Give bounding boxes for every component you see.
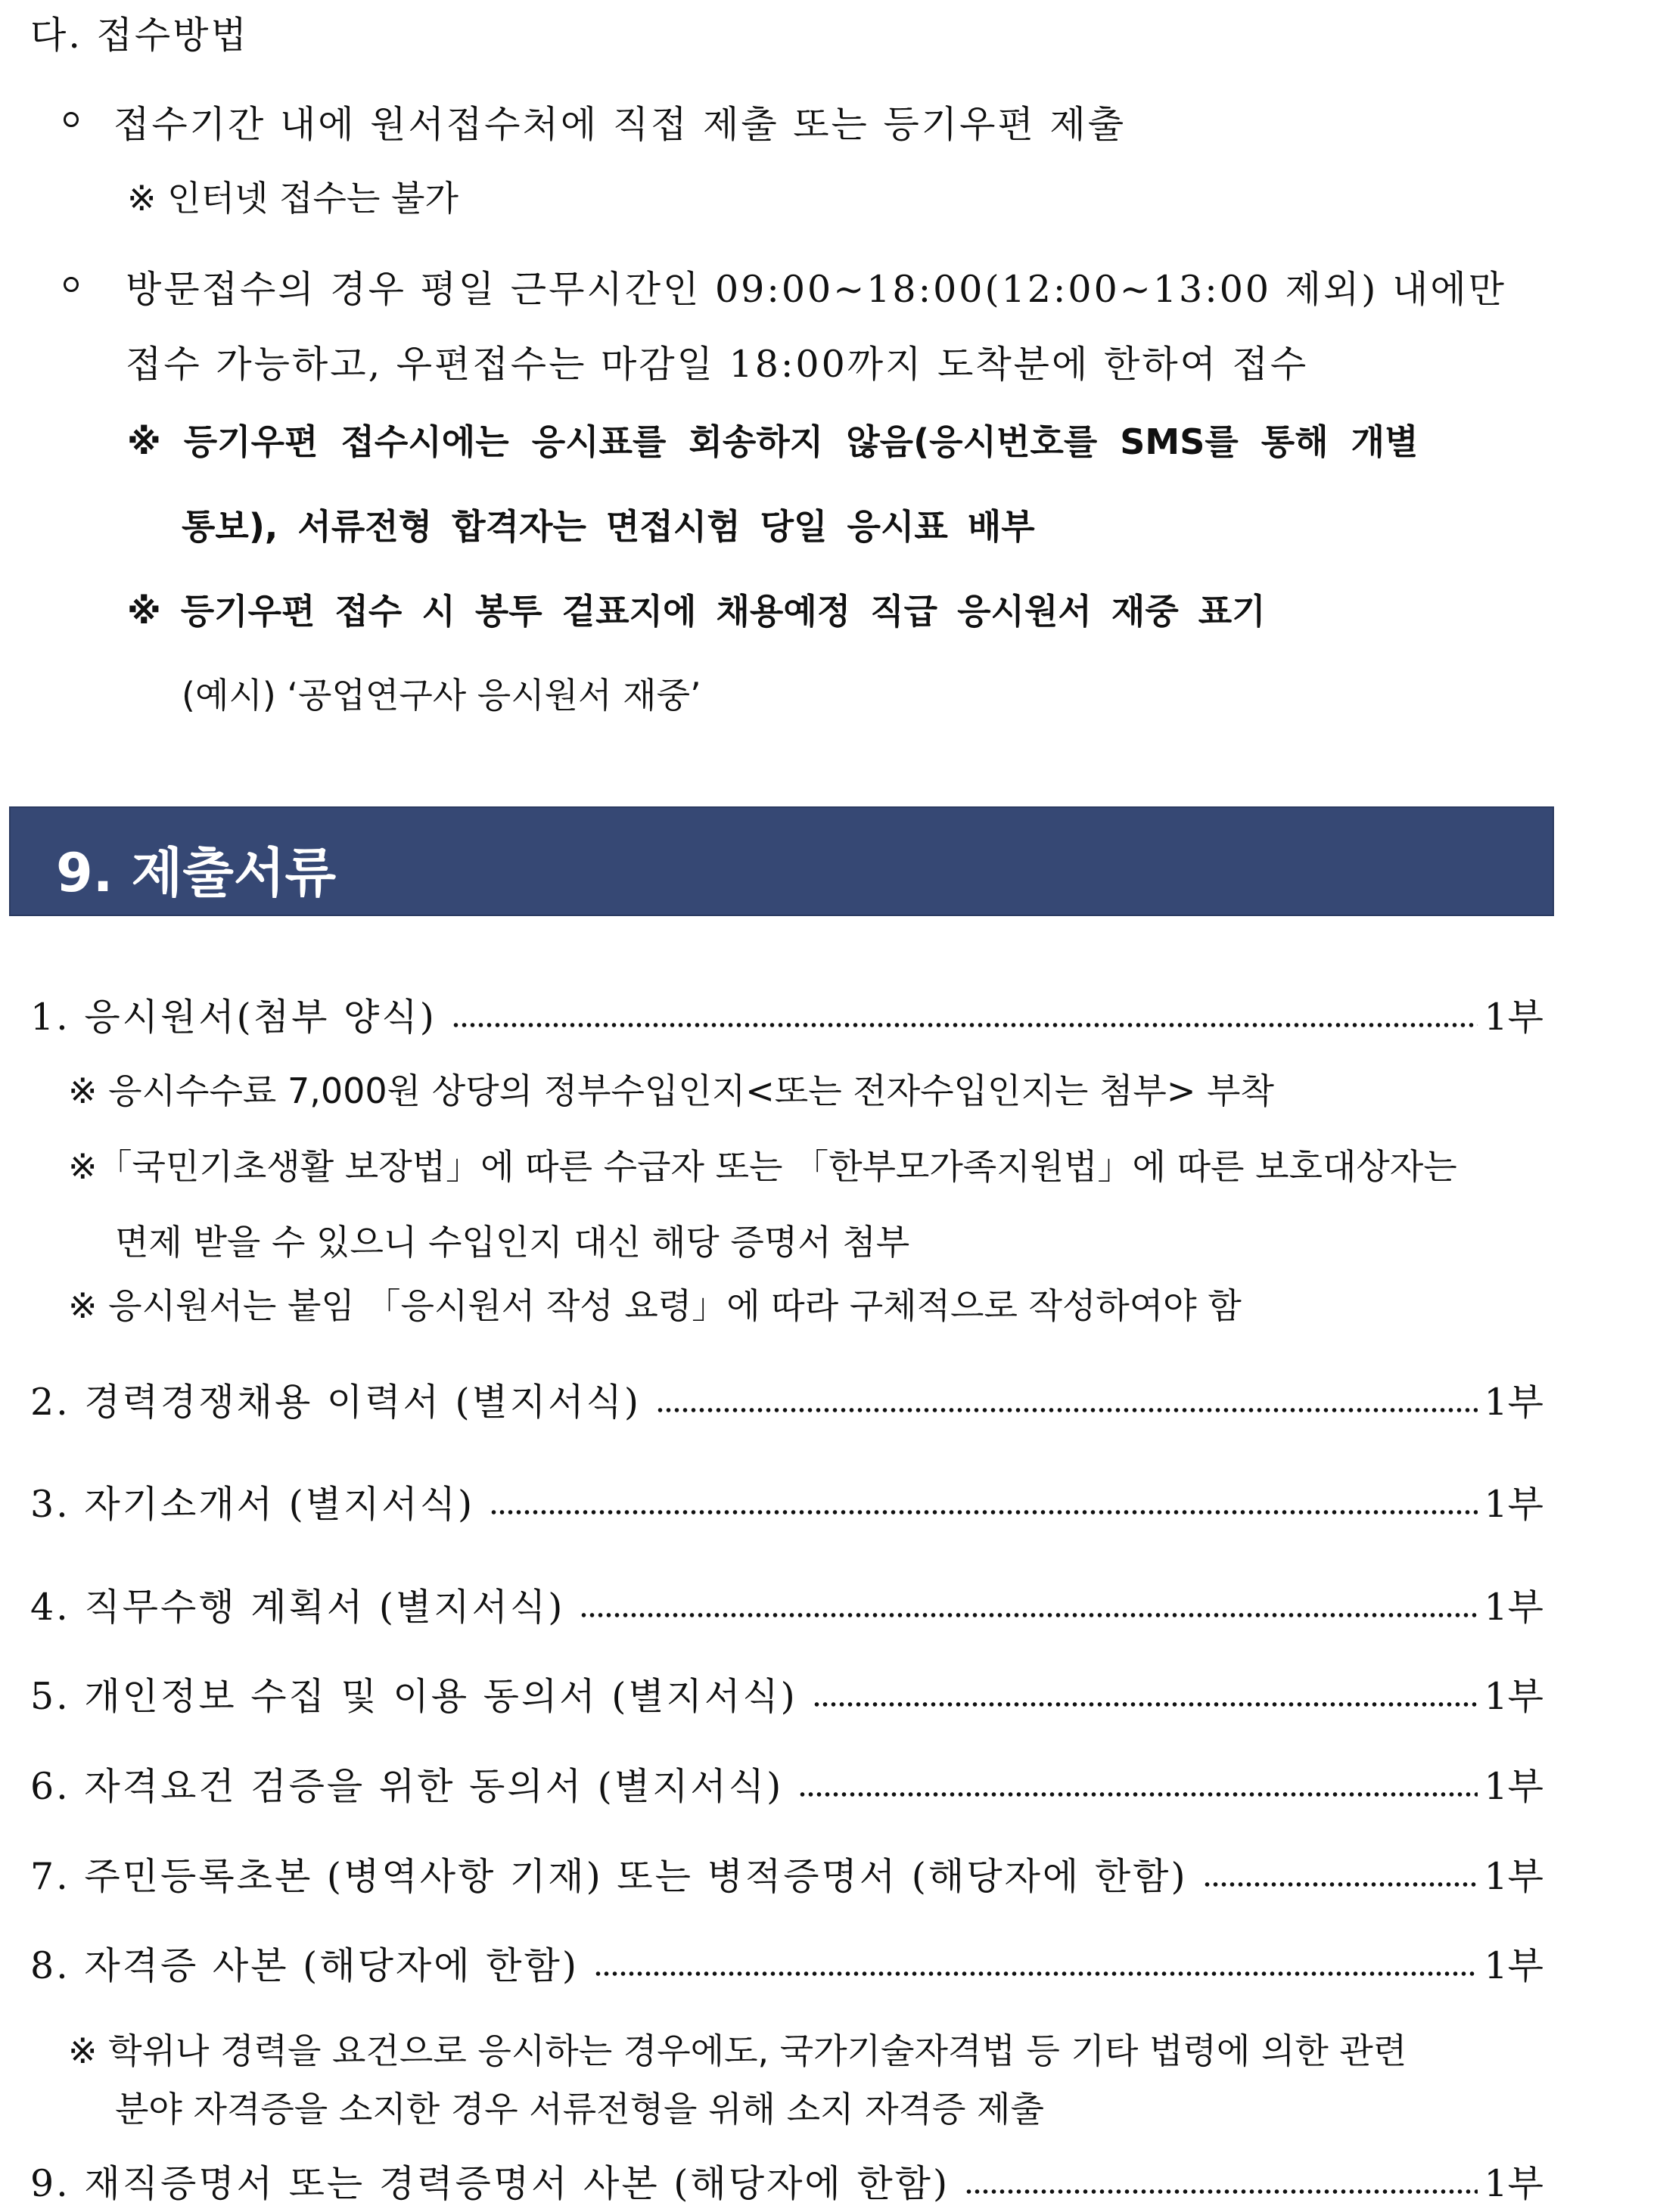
note-text-continued: 면제 받을 수 있으니 수입인지 대신 해당 증명서 첨부 [115, 1222, 910, 1263]
item-count: 1부 [1484, 2162, 1543, 2205]
item-label: 7. 주민등록초본 (병역사항 기재) 또는 병적증명서 (해당자에 한함) [30, 1855, 1188, 1898]
list-item [30, 1847, 1543, 1900]
list-item [30, 1578, 1543, 1631]
item-count: 1부 [1484, 1855, 1543, 1898]
list-item [30, 1757, 1543, 1810]
bullet-text: 방문접수의 경우 평일 근무시간인 09:00~18:00(12:00~13:00 제외) 내에만 [126, 268, 1506, 311]
list-item [30, 1937, 1543, 1990]
dot-leader [452, 1021, 1478, 1029]
list-item [30, 2155, 1543, 2207]
item-count: 1부 [1484, 1675, 1543, 1718]
section-title: 9. 제출서류 [56, 842, 337, 904]
item-label: 6. 자격요건 검증을 위한 동의서 (별지서식) [30, 1765, 784, 1808]
item-label: 3. 자기소개서 (별지서식) [30, 1483, 475, 1526]
circle-bullet-icon [64, 277, 79, 292]
circle-bullet-icon [64, 112, 79, 127]
dot-leader [965, 2188, 1478, 2195]
list-item [30, 988, 1543, 1041]
item-label: 5. 개인정보 수집 및 이용 동의서 (별지서식) [30, 1675, 797, 1718]
item-label: 4. 직무수행 계획서 (별지서식) [30, 1586, 565, 1629]
note-text: ※ 인터넷 접수는 불가 [127, 178, 459, 219]
item-label: 8. 자격증 사본 (해당자에 한함) [30, 1944, 579, 1987]
note-text: ※ 응시원서는 붙임 「응시원서 작성 요령」에 따라 구체적으로 작성하여야 함 [68, 1285, 1242, 1326]
item-count: 1부 [1484, 996, 1543, 1039]
dot-leader [490, 1508, 1478, 1516]
dot-leader [594, 1970, 1478, 1977]
note-text-continued: 통보), 서류전형 합격자는 면접시험 당일 응시표 배부 [182, 506, 1035, 547]
item-count: 1부 [1484, 1765, 1543, 1808]
dot-leader [580, 1611, 1478, 1619]
item-count: 1부 [1484, 1381, 1543, 1424]
bullet-text: 접수기간 내에 원서접수처에 직접 제출 또는 등기우편 제출 [113, 103, 1127, 146]
example-text: (예시) ‘공업연구사 응시원서 재중’ [182, 675, 701, 716]
list-item [30, 1373, 1543, 1426]
note-text: ※ 학위나 경력을 요건으로 응시하는 경우에도, 국가기술자격법 등 기타 법령에 의한 관련 [68, 2030, 1407, 2071]
subsection-heading: 다. 접수방법 [30, 14, 249, 57]
item-label: 1. 응시원서(첨부 양식) [30, 996, 437, 1039]
note-text: ※ 등기우편 접수시에는 응시표를 회송하지 않음(응시번호를 SMS를 통해 개별 [127, 421, 1419, 462]
dot-leader [813, 1701, 1478, 1708]
item-count: 1부 [1484, 1586, 1543, 1629]
item-label: 9. 재직증명서 또는 경력증명서 사본 (해당자에 한함) [30, 2162, 950, 2205]
note-text: ※ 응시수수료 7,000원 상당의 정부수입인지<또는 전자수입인지는 첨부> 부착 [68, 1070, 1274, 1111]
dot-leader [656, 1406, 1478, 1414]
note-text-continued: 분야 자격증을 소지한 경우 서류전형을 위해 소지 자격증 제출 [115, 2089, 1044, 2130]
item-count: 1부 [1484, 1944, 1543, 1987]
dot-leader [1203, 1881, 1478, 1888]
dot-leader [798, 1791, 1478, 1798]
section-header-bar [9, 806, 1554, 916]
bullet-text-continued: 접수 가능하고, 우편접수는 마감일 18:00까지 도착분에 한하여 접수 [126, 343, 1309, 386]
note-text: ※「국민기초생활 보장법」에 따른 수급자 또는 「한부모가족지원법」에 따른 보호대상자는 [68, 1146, 1457, 1187]
list-item [30, 1667, 1543, 1720]
item-count: 1부 [1484, 1483, 1543, 1526]
list-item [30, 1475, 1543, 1528]
item-label: 2. 경력경쟁채용 이력서 (별지서식) [30, 1381, 642, 1424]
note-text: ※ 등기우편 접수 시 봉투 겉표지에 채용예정 직급 응시원서 재중 표기 [127, 591, 1266, 632]
